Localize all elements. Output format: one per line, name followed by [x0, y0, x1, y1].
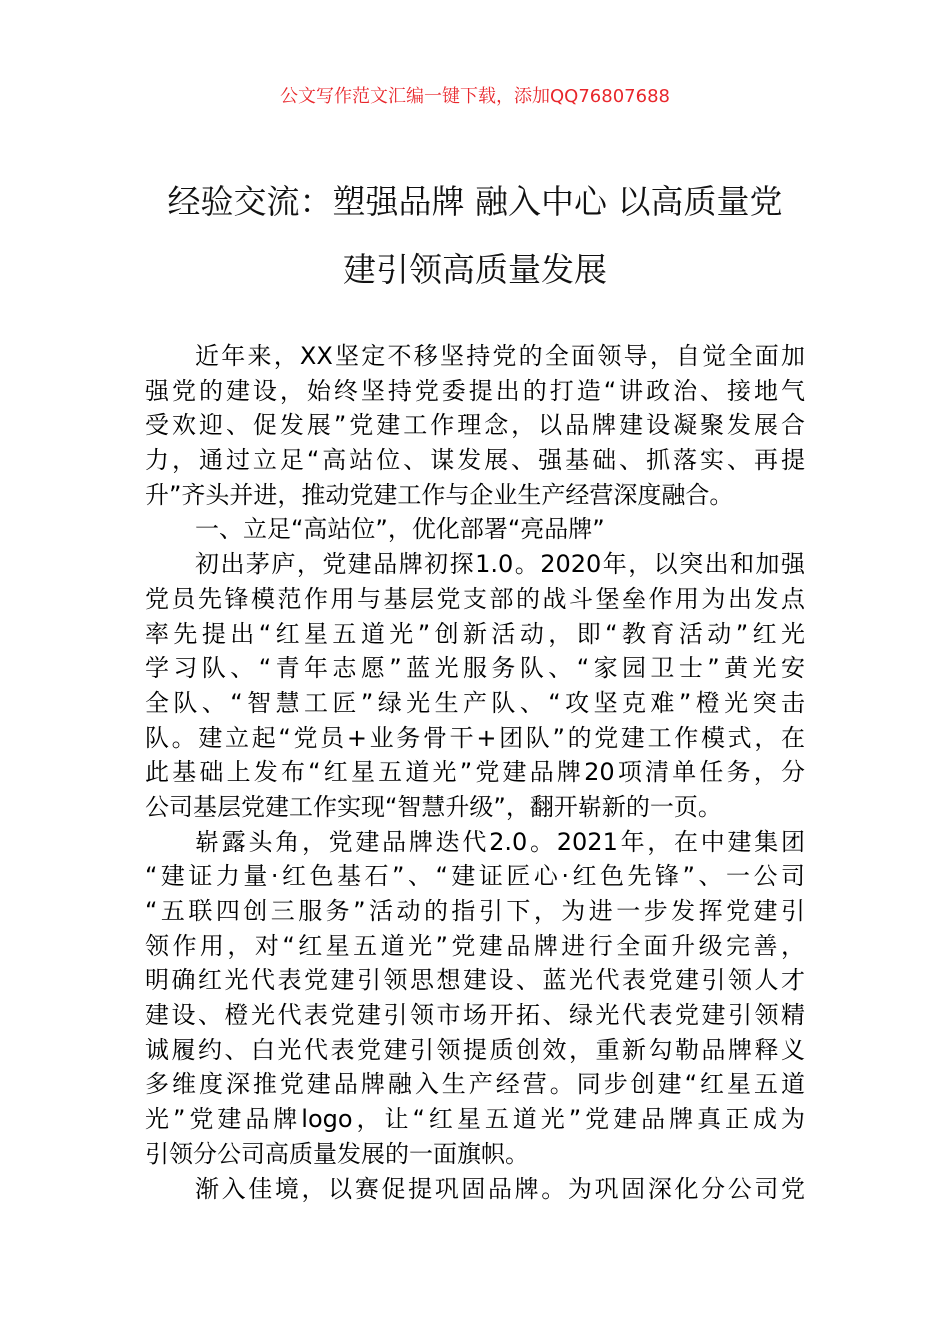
text-line: 党员先锋模范作用与基层党支部的战斗堡垒作用为出发点: [145, 584, 805, 613]
text-line: 队。建立起“党员+业务骨干+团队”的党建工作模式，在: [145, 723, 805, 752]
text-line: 光”党建品牌logo，让“红星五道光”党建品牌真正成为: [145, 1105, 805, 1134]
text-line: 公司基层党建工作实现“智慧升级”，翻开崭新的一页。: [145, 792, 722, 821]
text-line: 近年来，XX坚定不移坚持党的全面领导，自觉全面加: [195, 342, 805, 370]
text-line: 此基础上发布“红星五道光”党建品牌20项清单任务，分: [145, 758, 805, 787]
text-line: 受欢迎、促发展”党建工作理念，以品牌建设凝聚发展合: [145, 411, 805, 440]
paragraph: [145, 547, 805, 825]
text-line: 崭露头角，党建品牌迭代2.0。2021年，在中建集团: [195, 827, 805, 856]
text-line: 全队、“智慧工匠”绿光生产队、“攻坚克难”橙光突击: [145, 688, 805, 717]
text-line: 渐入佳境，以赛促提巩固品牌。为巩固深化分公司党: [195, 1174, 805, 1203]
text-line: 升”齐头并进，推动党建工作与企业生产经营深度融合。: [145, 480, 734, 509]
text-line: 力，通过立足“高站位、谋发展、强基础、抓落实、再提: [145, 446, 805, 475]
text-line: 建设、橙光代表党建引领市场开拓、绿光代表党建引领精: [145, 1001, 805, 1030]
text-line: 率先提出“红星五道光”创新活动，即“教育活动”红光: [145, 619, 805, 648]
text-line: “建证力量·红色基石”、“建证匠心·红色先锋”、一公司: [145, 862, 805, 891]
paragraph: [145, 1172, 805, 1207]
text-line: 多维度深推党建品牌融入生产经营。同步创建“红星五道: [145, 1070, 805, 1099]
watermark-header: 公文写作范文汇编一键下载，添加QQ76807688: [280, 86, 670, 107]
document-title-line-1: 经验交流：塑强品牌 融入中心 以高质量党: [167, 182, 783, 221]
text-line: 领作用，对“红星五道光”党建品牌进行全面升级完善，: [145, 931, 805, 960]
text-line: “五联四创三服务”活动的指引下，为进一步发挥党建引: [145, 897, 805, 925]
text-line: 明确红光代表党建引领思想建设、蓝光代表党建引领人才: [145, 966, 805, 995]
text-line: 初出茅庐，党建品牌初探1.0。2020年，以突出和加强: [195, 550, 805, 579]
document-body: [145, 339, 805, 1206]
text-line: 诚履约、白光代表党建引领提质创效，重新勾勒品牌释义: [145, 1035, 805, 1064]
text-line: 引领分公司高质量发展的一面旗帜。: [145, 1139, 529, 1168]
document-title-line-2: 建引领高质量发展: [343, 250, 607, 289]
paragraph: [145, 825, 805, 1172]
section-heading: [145, 512, 805, 547]
text-line: 一、立足“高站位”，优化部署“亮品牌”: [195, 515, 605, 544]
text-line: 强党的建设，始终坚持党委提出的打造“讲政治、接地气: [145, 376, 805, 405]
text-line: 学习队、“青年志愿”蓝光服务队、“家园卫士”黄光安: [145, 654, 805, 683]
paragraph: [145, 339, 805, 512]
